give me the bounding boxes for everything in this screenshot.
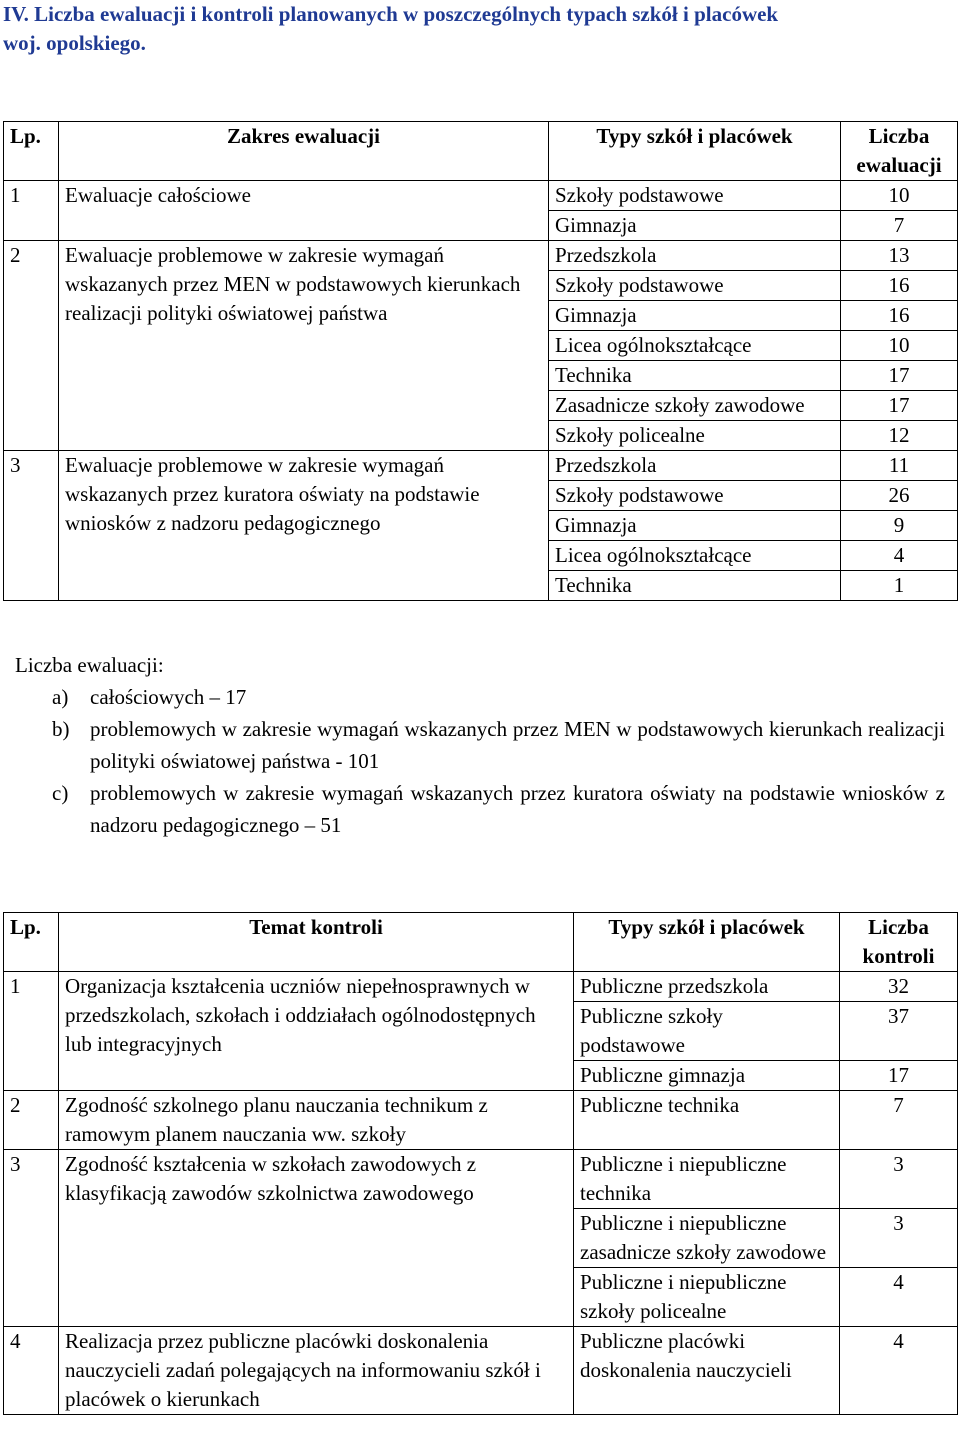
row-lp: 3: [4, 1150, 59, 1327]
summary-text: problemowych w zakresie wymagań wskazanych przez MEN w podstawowych kierunkach realizacji polityki oświatowej państwa - 101: [90, 717, 945, 773]
summary-item: [15, 713, 945, 777]
row-school-type: Zasadnicze szkoły zawodowe: [549, 391, 841, 421]
row-lp: 2: [4, 241, 59, 451]
row-count: 4: [840, 1327, 958, 1415]
header-lp: Lp.: [4, 122, 59, 181]
row-count: 12: [841, 421, 958, 451]
table-row: [4, 1091, 958, 1150]
row-scope: Zgodność kształcenia w szkołach zawodowych z klasyfikacją zawodów szkolnictwa zawodowego: [59, 1150, 574, 1327]
row-count: 7: [841, 211, 958, 241]
row-lp: 3: [4, 451, 59, 601]
row-school-type: Szkoły policealne: [549, 421, 841, 451]
row-count: 3: [840, 1150, 958, 1209]
table-row: [4, 1327, 958, 1415]
row-count: 11: [841, 451, 958, 481]
row-school-type: Gimnazja: [549, 211, 841, 241]
row-school-type: Publiczne przedszkola: [574, 972, 840, 1002]
row-scope: Realizacja przez publiczne placówki doskonalenia nauczycieli zadań polegających na informowaniu szkół i placówek o kierunkach: [59, 1327, 574, 1415]
row-school-type: Licea ogólnokształcące: [549, 541, 841, 571]
row-lp: 1: [4, 181, 59, 241]
row-school-type: Przedszkola: [549, 451, 841, 481]
row-scope: Zgodność szkolnego planu nauczania technikum z ramowym planem nauczania ww. szkoły: [59, 1091, 574, 1150]
summary-text: całościowych – 17: [90, 685, 247, 709]
row-count: 13: [841, 241, 958, 271]
row-count: 17: [841, 391, 958, 421]
row-school-type: Przedszkola: [549, 241, 841, 271]
row-count: 9: [841, 511, 958, 541]
summary-text: problemowych w zakresie wymagań wskazanych przez kuratora oświaty na podstawie wniosków z nadzoru pedagogicznego – 51: [90, 781, 945, 837]
section-heading: [3, 0, 953, 58]
row-count: 17: [840, 1061, 958, 1091]
row-school-type: Szkoły podstawowe: [549, 481, 841, 511]
row-school-type: Publiczne i niepubliczne technika: [574, 1150, 840, 1209]
row-scope: Organizacja kształcenia uczniów niepełnosprawnych w przedszkolach, szkołach i oddziałach ogólnodostępnych lub integracyjnych: [59, 972, 574, 1091]
row-school-type: Publiczne i niepubliczne szkoły policealne: [574, 1268, 840, 1327]
row-count: 10: [841, 181, 958, 211]
row-count: 4: [841, 541, 958, 571]
row-count: 37: [840, 1002, 958, 1061]
header-typy: Typy szkół i placówek: [574, 913, 840, 972]
inspection-table: [3, 912, 958, 1415]
row-count: 26: [841, 481, 958, 511]
summary-marker: a): [52, 685, 69, 709]
row-school-type: Publiczne i niepubliczne zasadnicze szkoły zawodowe: [574, 1209, 840, 1268]
row-lp: 2: [4, 1091, 59, 1150]
heading-line-1: IV. Liczba ewaluacji i kontroli planowanych w poszczególnych typach szkół i placówek: [3, 2, 779, 26]
row-count: 32: [840, 972, 958, 1002]
row-count: 16: [841, 271, 958, 301]
table-row: [4, 241, 958, 271]
evaluation-summary: [15, 650, 945, 841]
heading-line-2: woj. opolskiego.: [3, 31, 146, 55]
row-count: 3: [840, 1209, 958, 1268]
row-school-type: Publiczne technika: [574, 1091, 840, 1150]
header-liczba: Liczba kontroli: [840, 913, 958, 972]
summary-label: Liczba ewaluacji:: [15, 653, 164, 677]
row-school-type: Szkoły podstawowe: [549, 271, 841, 301]
table-row: [4, 972, 958, 1002]
row-count: 4: [840, 1268, 958, 1327]
table-row: [4, 1150, 958, 1209]
row-count: 7: [840, 1091, 958, 1150]
row-school-type: Publiczne gimnazja: [574, 1061, 840, 1091]
inspection-table-header: [4, 913, 958, 972]
row-count: 10: [841, 331, 958, 361]
summary-item: [15, 777, 945, 841]
row-lp: 4: [4, 1327, 59, 1415]
header-temat: Temat kontroli: [59, 913, 574, 972]
row-scope: Ewaluacje problemowe w zakresie wymagań wskazanych przez kuratora oświaty na podstawie wniosków z nadzoru pedagogicznego: [59, 451, 549, 601]
header-typy: Typy szkół i placówek: [549, 122, 841, 181]
row-school-type: Gimnazja: [549, 301, 841, 331]
row-school-type: Technika: [549, 571, 841, 601]
row-school-type: Technika: [549, 361, 841, 391]
row-count: 16: [841, 301, 958, 331]
row-school-type: Szkoły podstawowe: [549, 181, 841, 211]
row-count: 17: [841, 361, 958, 391]
table-row: [4, 451, 958, 481]
row-scope: Ewaluacje całościowe: [59, 181, 549, 241]
header-liczba: Liczba ewaluacji: [841, 122, 958, 181]
row-count: 1: [841, 571, 958, 601]
table-row: [4, 181, 958, 211]
header-lp: Lp.: [4, 913, 59, 972]
evaluation-table-header: [4, 122, 958, 181]
row-school-type: Publiczne placówki doskonalenia nauczycieli: [574, 1327, 840, 1415]
row-lp: 1: [4, 972, 59, 1091]
evaluation-table: [3, 121, 958, 601]
summary-marker: b): [52, 717, 70, 741]
summary-marker: c): [52, 781, 69, 805]
row-school-type: Publiczne szkoły podstawowe: [574, 1002, 840, 1061]
header-zakres: Zakres ewaluacji: [59, 122, 549, 181]
row-school-type: Licea ogólnokształcące: [549, 331, 841, 361]
row-school-type: Gimnazja: [549, 511, 841, 541]
summary-item: [15, 681, 945, 713]
row-scope: Ewaluacje problemowe w zakresie wymagań wskazanych przez MEN w podstawowych kierunkach realizacji polityki oświatowej państwa: [59, 241, 549, 451]
